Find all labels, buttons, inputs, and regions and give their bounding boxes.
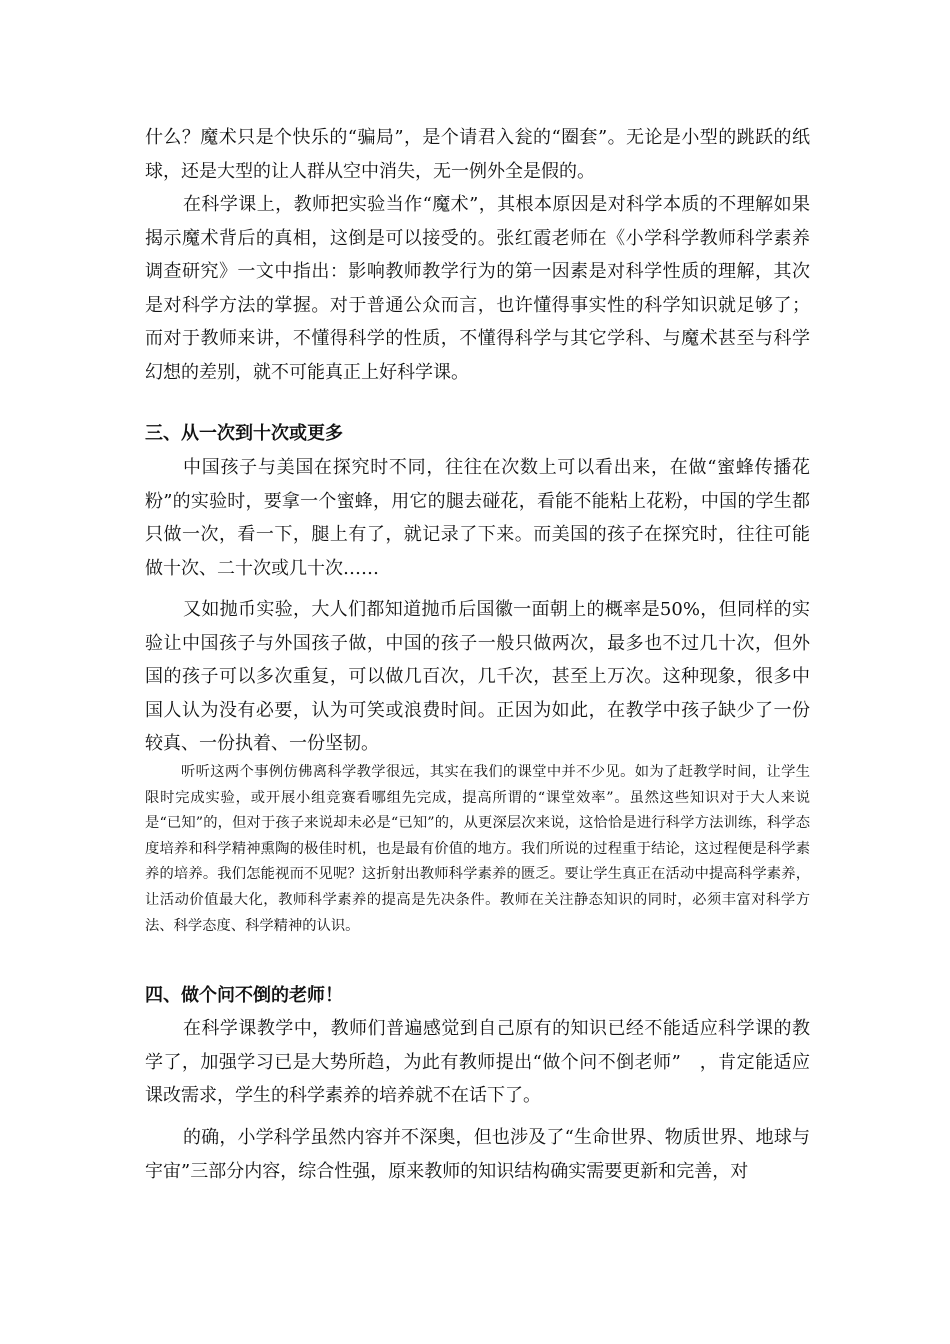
paragraph-science-nature: 在科学课上，教师把实验当作“魔术”，其根本原因是对科学本质的不理解如果揭示魔术背后的真相，这倒是可以接受的。张红霞老师在《小学科学教师科学素养调查研究》一文中指出：影响教师教学行为的第一因素是对科学性质的理解，其次是对科学方法的掌握。对于普通公众而言，也许懂得事实性的科学知识就足够了；而对于教师来讲，不懂得科学的性质，不懂得科学与其它学科、与魔术甚至与科学幻想的差别，就不可能真正上好科学课。 — [145, 194, 810, 383]
section-heading-4: 四、做个问不倒的老师！ — [145, 985, 343, 1006]
paragraph-teacher-learning: 在科学课教学中，教师们普遍感觉到自己原有的知识已经不能适应科学课的教学了，加强学习已是大势所趋，为此有教师提出“做个问不倒老师” ，肯定能适应课改需求，学生的科学素养的培养就不在话下了。 — [145, 1018, 810, 1106]
paragraph-bee-experiment: 中国孩子与美国在探究时不同，往往在次数上可以看出来，在做“蜜蜂传播花粉”的实验时，要拿一个蜜蜂，用它的腿去碰花，看能不能粘上花粉，中国的学生都只做一次，看一下，腿上有了，就记录了下来。而美国的孩子在探究时，往往可能做十次、二十次或几十次…… — [145, 457, 810, 579]
paragraph-magic-deception: 什么？魔术只是个快乐的“骗局”，是个请君入瓮的“圈套”。无论是小型的跳跃的纸球，还是大型的让人群从空中消失，无一例外全是假的。 — [145, 127, 810, 182]
paragraph-curriculum-content: 的确，小学科学虽然内容并不深奥，但也涉及了“生命世界、物质世界、地球与宇宙”三部分内容，综合性强，原来教师的知识结构确实需要更新和完善，对 — [145, 1127, 810, 1182]
section-heading-3: 三、从一次到十次或更多 — [145, 423, 343, 444]
paragraph-coin-toss: 又如抛币实验，大人们都知道抛币后国徽一面朝上的概率是50%，但同样的实验让中国孩子与外国孩子做，中国的孩子一般只做两次，最多也不过几十次，但外国的孩子可以多次重复，可以做几百次，几千次，甚至上万次。这种现象，很多中国人认为没有必要，认为可笑或浪费时间。正因为如此，在教学中孩子缺少了一份较真、一份执着、一份坚韧。 — [145, 599, 810, 754]
paragraph-classroom-reflection: 听听这两个事例仿佛离科学教学很远，其实在我们的课堂中并不少见。如为了赶教学时间，让学生限时完成实验，或开展小组竞赛看哪组先完成，提高所谓的“课堂效率”。虽然这些知识对于大人来说是“已知”的，但对于孩子来说却未必是“已知”的，从更深层次来说，这恰恰是进行科学方法训练，科学态度培养和科学精神熏陶的极佳时机，也是最有价值的地方。我们所说的过程重于结论，这过程便是科学素养的培养。我们怎能视而不见呢？这折射出教师科学素养的匮乏。要让学生真正在活动中提高科学素养，让活动价值最大化，教师科学素养的提高是先决条件。教师在关注静态知识的同时，必须丰富对科学方法、科学态度、科学精神的认识。 — [145, 764, 810, 934]
